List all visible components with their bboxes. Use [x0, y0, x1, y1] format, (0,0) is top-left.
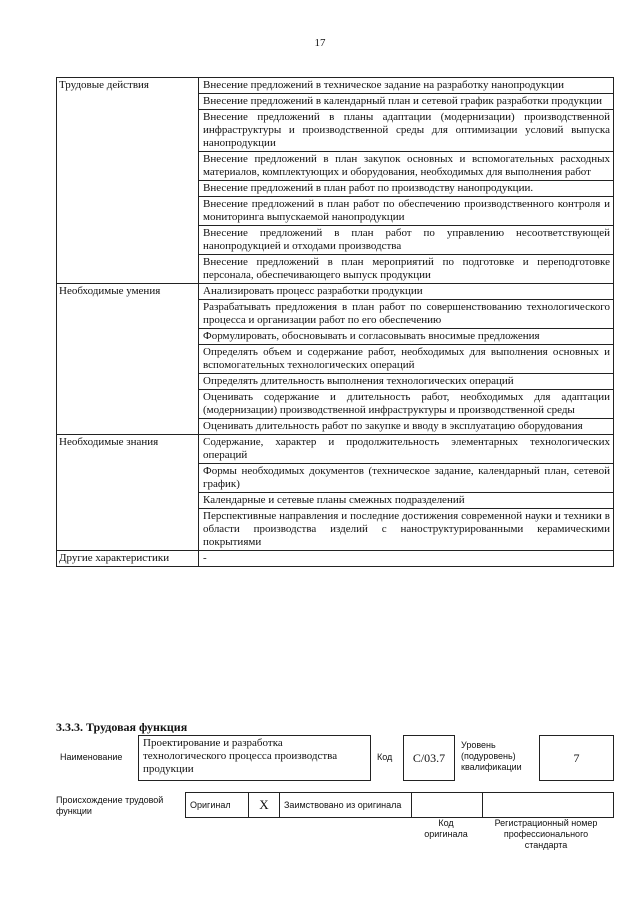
row-item: Определять длительность выполнения технологических операций [199, 374, 614, 390]
function-code-value: С/03.7 [412, 750, 446, 765]
function-name-box [138, 735, 371, 781]
original-mark-cell [249, 793, 280, 818]
row-item: Определять объем и содержание работ, необходимых для выполнения основных и вспомогательных технологических операций [199, 345, 614, 374]
original-mark: X [259, 797, 269, 812]
borrowed-label-cell [280, 793, 412, 818]
row-item: Формы необходимых документов (техническое задание, календарный план, сетевой график) [199, 464, 614, 493]
level-label-text: Уровень (подуровень) квалификации [461, 740, 522, 772]
row-label: Необходимые умения [57, 284, 199, 435]
reg-number-caption [478, 818, 614, 851]
row-item: Формулировать, обосновывать и согласовывать вносимые предложения [199, 329, 614, 345]
row-label: Трудовые действия [57, 78, 199, 284]
row-label: Другие характеристики [57, 551, 199, 567]
code-label: Код [377, 752, 393, 762]
row-item: Внесение предложений в планы адаптации (модернизации) производственной инфраструктуры и производственной среды для оптимизации условий выпуска нанопродукции [199, 110, 614, 152]
row-item: Оценивать содержание и длительность работ, необходимых для адаптации (модернизации) производственной инфраструктуры и производственной среды [199, 390, 614, 419]
code-original-cell [412, 793, 483, 818]
level-label [461, 740, 522, 773]
competency-table [56, 77, 614, 567]
original-label: Оригинал [190, 800, 231, 810]
borrowed-label: Заимствовано из оригинала [284, 800, 402, 810]
table-row [57, 551, 614, 567]
level-value: 7 [573, 750, 580, 765]
table-row [57, 435, 614, 464]
row-item: Анализировать процесс разработки продукции [199, 284, 614, 300]
section-title: 3.3.3. Трудовая функция [56, 720, 188, 734]
function-code-box [403, 735, 455, 781]
row-item: - [199, 551, 614, 567]
table-row [57, 78, 614, 94]
level-box [539, 735, 614, 781]
row-label: Необходимые знания [57, 435, 199, 551]
origin-label-text: Происхождение трудовой функции [56, 795, 164, 816]
origin-table [185, 792, 614, 818]
row-item: Перспективные направления и последние достижения современной науки и техники в области производства изделий с наноструктурированными керамическими покрытиями [199, 509, 614, 551]
table-row [57, 284, 614, 300]
row-item: Внесение предложений в план работ по управлению несоответствующей нанопродукцией и отходами производства [199, 226, 614, 255]
row-item: Внесение предложений в план мероприятий по подготовке и переподготовке персонала, обеспечивающего выпуск продукции [199, 255, 614, 284]
reg-number-cell [483, 793, 614, 818]
function-name-value: Проектирование и разработка технологического процесса производства продукции [143, 737, 338, 775]
original-label-cell [186, 793, 249, 818]
row-item: Разрабатывать предложения в план работ по совершенствованию технологического процесса и организации работ по его обеспечению [199, 300, 614, 329]
page-number: 17 [314, 37, 326, 49]
reg-number-caption-text: Регистрационный номер профессионального стандарта [494, 818, 598, 850]
row-item: Содержание, характер и продолжительность элементарных технологических операций [199, 435, 614, 464]
row-item: Оценивать длительность работ по закупке и вводу в эксплуатацию оборудования [199, 419, 614, 435]
row-item: Календарные и сетевые планы смежных подразделений [199, 493, 614, 509]
row-item: Внесение предложений в календарный план и сетевой график разработки продукции [199, 94, 614, 110]
name-label: Наименование [60, 752, 123, 762]
row-item: Внесение предложений в план работ по производству нанопродукции. [199, 181, 614, 197]
row-item: Внесение предложений в план закупок основных и вспомогательных расходных материалов, комплектующих и оборудования, необходимых для выполнения работ [199, 152, 614, 181]
row-item: Внесение предложений в техническое задание на разработку нанопродукции [199, 78, 614, 94]
code-original-caption-text: Код оригинала [424, 818, 468, 839]
origin-label [56, 795, 163, 817]
code-original-caption [415, 818, 477, 840]
row-item: Внесение предложений в план работ по обеспечению производственного контроля и мониторинга выпускаемой нанопродукции [199, 197, 614, 226]
